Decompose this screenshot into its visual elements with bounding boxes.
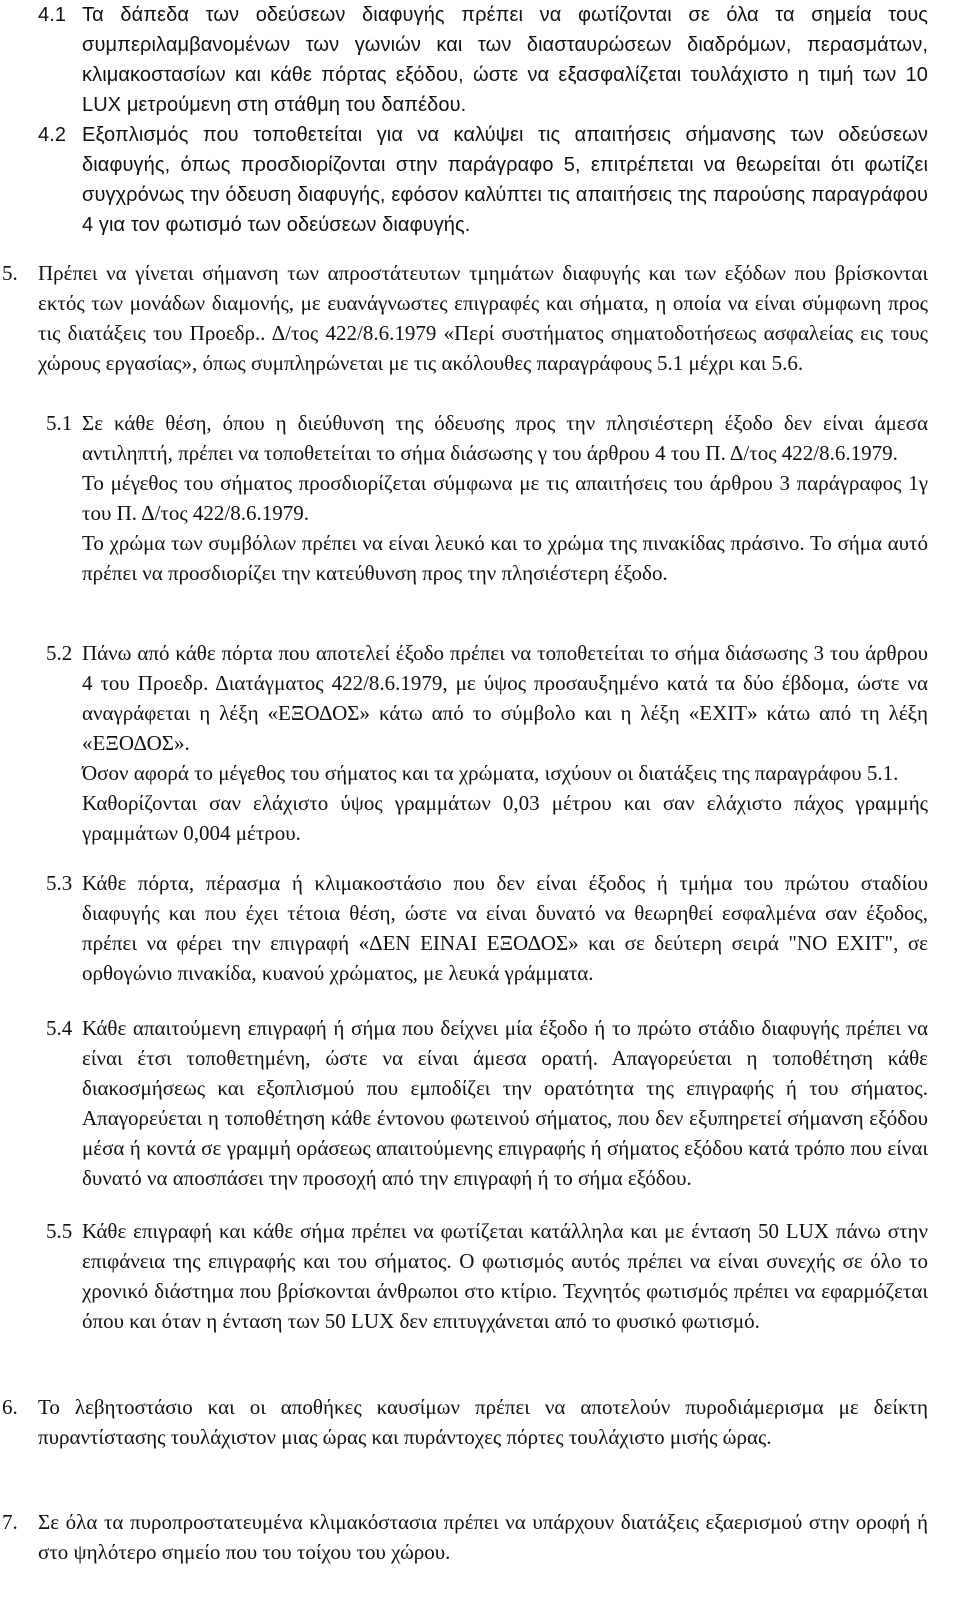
paragraph-5-text: Πρέπει να γίνεται σήμανση των απροστάτευτων τμημάτων διαφυγής και των εξόδων που βρίσκονται εκτός των μονάδων διαμονής, με ευανάγνωστες επιγραφές και σήματα, η οποία να είναι σύμφωνη προς τις διατάξεις του Προεδρ.. Δ/τος 422/8.6.1979 «Περί συστήματος σηματοδοτήσεως ασφαλείας εις τους χώρους εργασίας», όπως συμπληρώνεται με τις ακόλουθες παραγράφους 5.1 μέχρι και 5.6. [38, 261, 928, 375]
paragraph-6 [38, 1392, 928, 1452]
paragraph-5-3-text: Κάθε πόρτα, πέρασμα ή κλιμακοστάσιο που δεν είναι έξοδος ή τμήμα του πρώτου σταδίου διαφυγής και που έχει τέτοια θέση, ώστε να είναι δυνατό να θεωρηθεί εσφαλμένα σαν έξοδος, πρέπει να φέρει την επιγραφή «ΔΕΝ ΕΙΝΑΙ ΕΞΟΔΟΣ» και σε δεύτερη σειρά "NO EXIT", σε ορθογώνιο πινακίδα, κυανού χρώματος, με λευκά γράμματα. [82, 871, 928, 985]
section-number-5-1: 5.1 [46, 411, 73, 435]
paragraph-5-2-text-3: Καθορίζονται σαν ελάχιστο ύψος γραμμάτων 0,03 μέτρου και σαν ελάχιστο πάχος γραμμής γραμμάτων 0,004 μέτρου. [82, 791, 928, 845]
paragraph-6-text: Το λεβητοστάσιο και οι αποθήκες καυσίμων πρέπει να αποτελούν πυροδιάμερισμα με δείκτη πυραντίστασης τουλάχιστον μιας ώρας και πυράντοχες πόρτες τουλάχιστο μισής ώρας. [38, 1395, 928, 1449]
paragraph-4-2-text: Εξοπλισμός που τοποθετείται για να καλύψει τις απαιτήσεις σήμανσης των οδεύσεων διαφυγής, όπως προσδιορίζονται στην παράγραφο 5, επιτρέπεται να θεωρείται ότι φωτίζει συγχρόνως την όδευση διαφυγής, εφόσον καλύπτει τις απαιτήσεις της παρούσης παραγράφου 4 για τον φωτισμό των οδεύσεων διαφυγής. [82, 124, 928, 236]
paragraph-4-2 [82, 120, 928, 240]
paragraph-7-text: Σε όλα τα πυροπροστατευμένα κλιμακόστασια πρέπει να υπάρχουν διατάξεις εξαερισμού στην οροφή ή στο ψηλότερο σημείο που του τοίχου του χώρου. [38, 1510, 928, 1564]
paragraph-5-1-text-2: Το μέγεθος του σήματος προσδιορίζεται σύμφωνα με τις απαιτήσεις του άρθρου 3 παράγραφος 1γ του Π. Δ/τος 422/8.6.1979. [82, 471, 928, 525]
paragraph-5-2-text-2: Όσον αφορά το μέγεθος του σήματος και τα χρώματα, ισχύουν οι διατάξεις της παραγράφου 5.1. [82, 761, 899, 785]
section-number-5-5: 5.5 [46, 1219, 73, 1243]
section-number-4-1: 4.1 [38, 4, 67, 26]
section-number-6: 6. [2, 1395, 18, 1419]
paragraph-5-2 [82, 638, 928, 848]
paragraph-5-4-text: Κάθε απαιτούμενη επιγραφή ή σήμα που δείχνει μία έξοδο ή το πρώτο στάδιο διαφυγής πρέπει να είναι έτσι τοποθετημένη, ώστε να είναι άμεσα ορατή. Απαγορεύεται η τοποθέτηση κάθε διακοσμήσεως και εξοπλισμού που εμποδίζει την ορατότητα της επιγραφής ή του σήματος. Απαγορεύεται η τοποθέτηση κάθε έντονου φωτεινού σήματος, που δεν εξυπηρετεί σήμανση εξόδου μέσα ή κοντά σε γραμμή οράσεως απαιτούμενης επιγραφής ή σήματος εξόδου κατά τρόπο που είναι δυνατό να αποσπάσει την προσοχή από την επιγραφή ή το σήμα εξόδου. [82, 1016, 928, 1190]
paragraph-5-5-text: Κάθε επιγραφή και κάθε σήμα πρέπει να φωτίζεται κατάλληλα και με ένταση 50 LUX πάνω στην επιφάνεια της επιγραφής και του σήματος. Ο φωτισμός αυτός πρέπει να είναι συνεχής σε όλο το χρονικό διάστημα που βρίσκονται άνθρωποι στο κτίριο. Τεχνητός φωτισμός πρέπει να εφαρμόζεται όπου και όταν η ένταση των 50 LUX δεν επιτυγχάνεται από το φυσικό φωτισμό. [82, 1219, 928, 1333]
section-number-7: 7. [2, 1510, 18, 1534]
paragraph-5-4 [82, 1013, 928, 1193]
paragraph-7 [38, 1507, 928, 1567]
section-number-5-2: 5.2 [46, 641, 73, 665]
section-number-5: 5. [2, 261, 18, 285]
paragraph-5 [38, 258, 928, 378]
paragraph-5-1-text-3: Το χρώμα των συμβόλων πρέπει να είναι λευκό και το χρώμα της πινακίδας πράσινο. Το σήμα αυτό πρέπει να προσδιορίζει την κατεύθυνση προς την πλησιέστερη έξοδο. [82, 531, 928, 585]
paragraph-4-1 [82, 0, 928, 120]
paragraph-5-5 [82, 1216, 928, 1336]
paragraph-5-1 [82, 408, 928, 588]
section-number-5-3: 5.3 [46, 871, 73, 895]
section-number-4-2: 4.2 [38, 124, 67, 146]
paragraph-4-1-text: Τα δάπεδα των οδεύσεων διαφυγής πρέπει να φωτίζονται σε όλα τα σημεία τους συμπεριλαμβανομένων των γωνιών και των διασταυρώσεων διαδρόμων, περασμάτων, κλιμακοστασίων και κάθε πόρτας εξόδου, ώστε να εξασφαλίζεται τουλάχιστο η τιμή των 10 LUX μετρούμενη στη στάθμη του δαπέδου. [82, 4, 928, 116]
paragraph-5-3 [82, 868, 928, 988]
paragraph-5-1-text-1: Σε κάθε θέση, όπου η διεύθυνση της όδευσης προς την πλησιέστερη έξοδο δεν είναι άμεσα αντιληπτή, πρέπει να τοποθετείται το σήμα διάσωσης γ του άρθρου 4 του Π. Δ/τος 422/8.6.1979. [82, 411, 928, 465]
paragraph-5-2-text-1: Πάνω από κάθε πόρτα που αποτελεί έξοδο πρέπει να τοποθετείται το σήμα διάσωσης 3 του άρθρου 4 του Προεδρ. Διατάγματος 422/8.6.1979, με ύψος προσαυξημένο κατά τα δύο έβδομα, ώστε να αναγράφεται η λέξη «ΕΞΟΔΟΣ» κάτω από το σύμβολο και η λέξη «EXIT» κάτω από τη λέξη «ΕΞΟΔΟΣ». [82, 641, 928, 755]
section-number-5-4: 5.4 [46, 1016, 73, 1040]
